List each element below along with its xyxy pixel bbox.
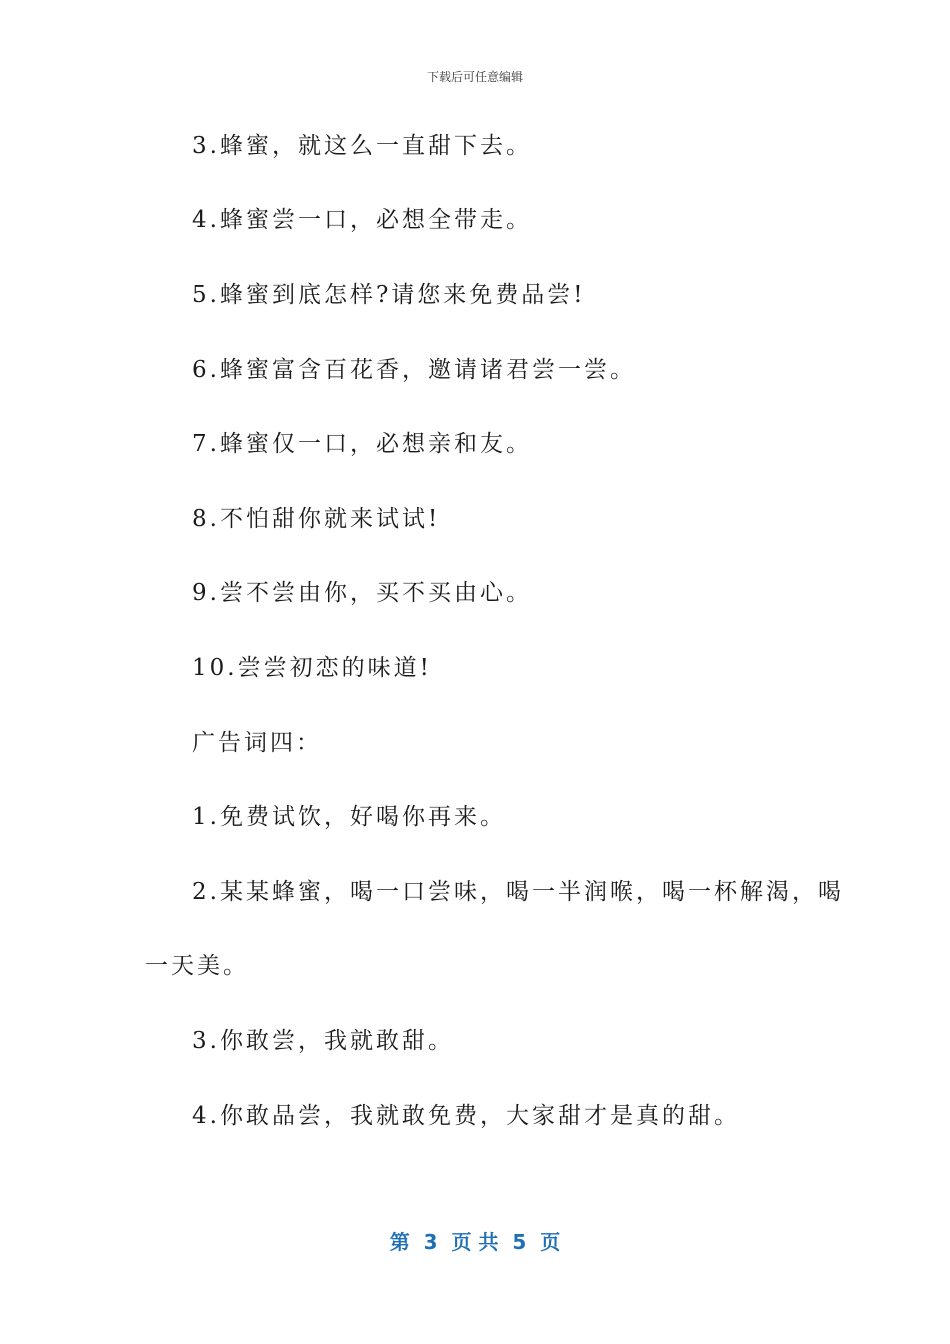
text-line: 7.蜂蜜仅一口，必想亲和友。 (192, 431, 532, 457)
text-line: 6.蜂蜜富含百花香，邀请诸君尝一尝。 (192, 357, 636, 383)
header-note: 下载后可任意编辑 (426, 70, 523, 84)
section-heading: 广告词四： (192, 730, 322, 756)
text-line: 4.你敢品尝，我就敢免费，大家甜才是真的甜。 (192, 1103, 740, 1129)
text-line: 9.尝不尝由你，买不买由心。 (192, 580, 532, 606)
text-line: 2.某某蜂蜜，喝一口尝味，喝一半润喉，喝一杯解渴，喝 (192, 879, 844, 905)
text-line: 10.尝尝初恋的味道! (192, 655, 432, 681)
text-line: 3.蜂蜜，就这么一直甜下去。 (192, 133, 532, 159)
text-line: 1.免费试饮，好喝你再来。 (192, 804, 506, 830)
page-number: 第 3 页 共 5 页 (389, 1230, 561, 1254)
text-line-continuation: 一天美。 (145, 953, 249, 979)
text-line: 5.蜂蜜到底怎样?请您来免费品尝! (192, 282, 586, 308)
text-line: 8.不怕甜你就来试试! (192, 506, 441, 532)
text-line: 4.蜂蜜尝一口，必想全带走。 (192, 207, 532, 233)
text-line: 3.你敢尝，我就敢甜。 (192, 1028, 454, 1054)
